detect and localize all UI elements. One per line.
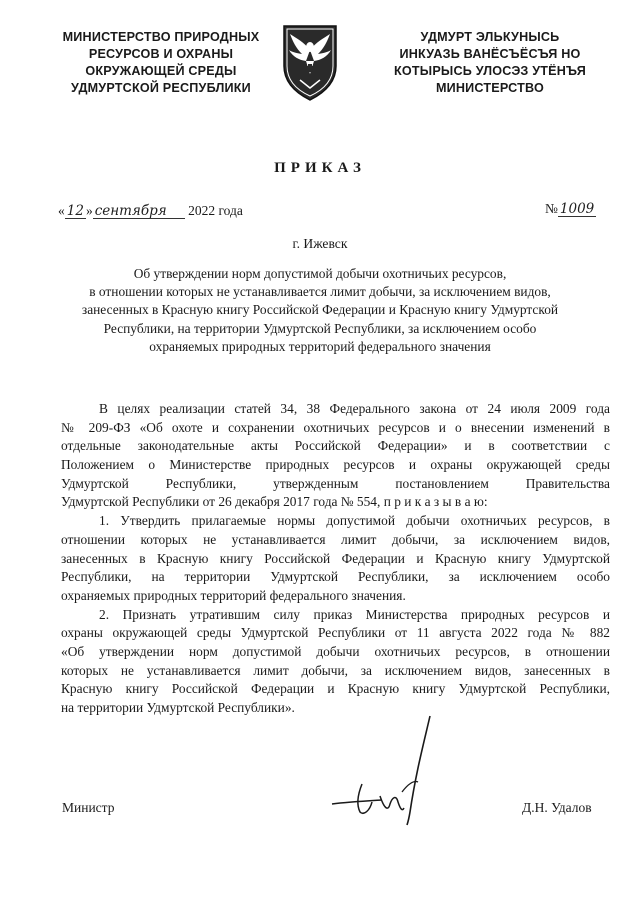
subject-line: Республики, на территории Удмуртской Республики, за исключением особо bbox=[103, 320, 537, 336]
header-line: ОКРУЖАЮЩЕЙ СРЕДЫ bbox=[85, 64, 237, 78]
date-open-quote: « bbox=[58, 203, 65, 218]
header-line: КОТЫРЫСЬ УЛОСЭЗ УТЁНЪЯ bbox=[394, 64, 586, 78]
body-line: 1. Утвердить прилагаемые нормы допустимой добычи охотничьих ресурсов, в bbox=[99, 513, 610, 529]
body-line: «Об утверждении норм допустимой добычи охотничьих ресурсов, в отношении bbox=[61, 643, 610, 659]
header-line: УДМУРТСКОЙ РЕСПУБЛИКИ bbox=[71, 81, 251, 95]
body-line: охраняемых природных территорий федерального значения. bbox=[61, 587, 406, 603]
body-line: на территории Удмуртской Республики». bbox=[61, 700, 295, 715]
header-line: МИНИСТЕРСТВО ПРИРОДНЫХ bbox=[62, 30, 260, 44]
date-month: сентября bbox=[93, 204, 185, 219]
number-prefix: № bbox=[545, 201, 558, 216]
ministry-name-udmurt bbox=[360, 29, 620, 97]
date-day: 12 bbox=[66, 203, 84, 219]
signatory-position: Министр bbox=[62, 800, 115, 815]
ministry-name-russian bbox=[36, 29, 286, 97]
subject-line: занесенных в Красную книгу Российской Федерации и Красную книгу Удмуртской bbox=[81, 302, 559, 318]
header-line: МИНИСТЕРСТВО bbox=[435, 81, 545, 95]
body-line: отдельные законодательные акты Российской Федерации» и в соответствии с bbox=[61, 438, 610, 454]
body-line: которых не устанавливается лимит добычи, за исключением видов, занесенных в bbox=[61, 662, 610, 678]
udmurt-coat-of-arms-icon bbox=[278, 22, 342, 102]
handwritten-signature bbox=[318, 712, 448, 827]
header-line: УДМУРТ ЭЛЬКУНЫСЬ bbox=[420, 30, 560, 44]
order-body bbox=[61, 400, 610, 718]
date-year: 2022 года bbox=[188, 203, 243, 218]
body-line: Республики, на территории Удмуртской Республики, за исключением особо bbox=[61, 569, 610, 585]
order-subject bbox=[60, 265, 580, 356]
body-line: Красную книгу Российской Федерации и Красную книгу Удмуртской Республики, bbox=[61, 681, 610, 697]
header-line: РЕСУРСОВ И ОХРАНЫ bbox=[88, 47, 234, 61]
body-line: Удмуртской Республики, утвержденным постановлением Правительства bbox=[61, 475, 610, 491]
body-line: В целях реализации статей 34, 38 Федерального закона от 24 июля 2009 года bbox=[99, 401, 610, 416]
document-title: ПРИКАЗ bbox=[274, 160, 366, 176]
body-line: № 209-ФЗ «Об охоте и сохранении охотничьих ресурсов и о внесении изменений в bbox=[61, 419, 610, 435]
header-line: ИНКУАЗЬ ВАНЁСЪЁСЪЯ НО bbox=[399, 47, 581, 61]
signatory-name: Д.Н. Удалов bbox=[522, 800, 592, 815]
order-number bbox=[545, 201, 596, 217]
body-line: занесенных в Красную книгу Российской Федерации и Красную книгу Удмуртской bbox=[61, 550, 610, 566]
date-close-quote: » bbox=[85, 203, 93, 218]
city-label: г. Ижевск bbox=[292, 236, 348, 251]
subject-line: охраняемых природных территорий федерального значения bbox=[149, 338, 491, 354]
number-value: 1009 bbox=[559, 201, 595, 217]
order-date bbox=[58, 203, 243, 219]
subject-line: Об утверждении норм допустимой добычи охотничьих ресурсов, bbox=[133, 266, 507, 281]
body-line: 2. Признать утратившим силу приказ Министерства природных ресурсов и bbox=[99, 606, 610, 622]
body-line: Положением о Министерстве природных ресурсов и охраны окружающей среды bbox=[61, 457, 610, 473]
body-line: отношении которых не устанавливается лимит добычи, за исключением видов, bbox=[61, 531, 610, 547]
subject-line: в отношении которых не устанавливается лимит добычи, за исключением видов, bbox=[89, 284, 551, 300]
body-line: охраны окружающей среды Удмуртской Республики от 11 августа 2022 года № 882 bbox=[61, 625, 610, 641]
body-line: Удмуртской Республики от 26 декабря 2017 года № 554, п р и к а з ы в а ю: bbox=[61, 494, 488, 510]
